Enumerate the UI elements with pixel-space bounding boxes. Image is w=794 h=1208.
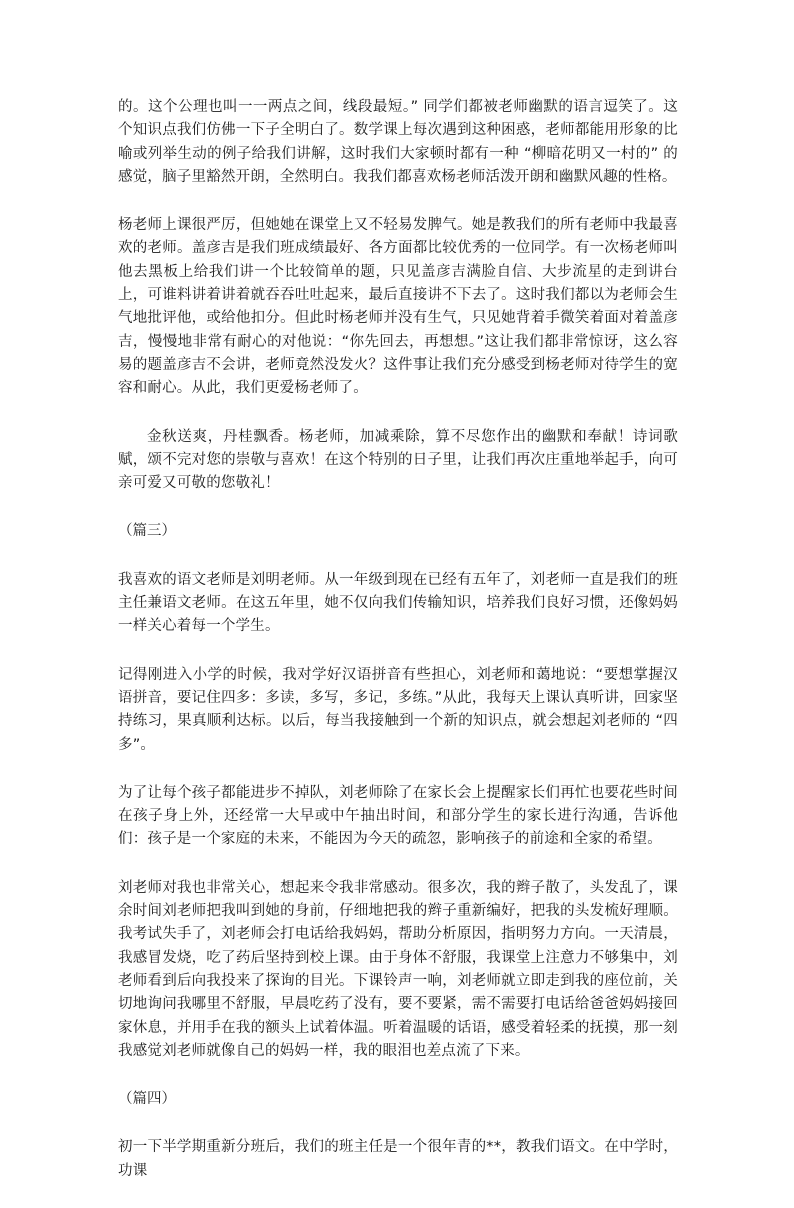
paragraph-5: 记得刚进入小学的时候，我对学好汉语拼音有些担心，刘老师和蔼地说：“要想掌握汉语拼音，要记住四多：多读，多写，多记，多练。”从此，我每天上课认真听讲，回家坚持练习，果真顺利达标。以后，每当我接触到一个新的知识点，就会想起刘老师的 “四多”。: [118, 666, 678, 753]
paragraph-2: 杨老师上课很严厉，但她她在课堂上又不轻易发脾气。她是教我们的所有老师中我最喜欢的老师。盖彦吉是我们班成绩最好、各方面都比较优秀的一位同学。有一次杨老师叫他去黑板上给我们讲一个比较简单的题，只见盖彦吉满脸自信、大步流星的走到讲台上，可谁料讲着讲着就吞吞吐吐起来，最后直接讲不下去了。这时我们都以为老师会生气地批评他，或给他扣分。但此时杨老师并没有生气，只见她背着手微笑着面对着盖彦吉，慢慢地非常有耐心的对他说：“你先回去，再想想。”这让我们都非常惊讶，这么容易的题盖彦吉不会讲，老师竟然没发火？这件事让我们充分感受到杨老师对待学生的宽容和耐心。从此，我们更爱杨老师了。: [118, 217, 678, 397]
document-page: [118, 96, 678, 1208]
paragraph-4: 我喜欢的语文老师是刘明老师。从一年级到现在已经有五年了，刘老师一直是我们的班主任兼语文老师。在这五年里，她不仅向我们传输知识，培养我们良好习惯，还像妈妈一样关心着每一个学生。: [118, 571, 678, 635]
paragraph-1: 的。这个公理也叫一一两点之间，线段最短。” 同学们都被老师幽默的语言逗笑了。这个知识点我们仿佛一下子全明白了。数学课上每次遇到这种困惑，老师都能用形象的比喻或列举生动的例子给我们讲解，这时我们大家顿时都有一种 “柳暗花明又一村的” 的感觉，脑子里豁然开朗，全然明白。我我们都喜欢杨老师活泼开朗和幽默风趣的性格。: [118, 99, 678, 185]
paragraph-6: 为了让每个孩子都能进步不掉队，刘老师除了在家长会上提醒家长们再忙也要花些时间在孩子身上外，还经常一大早或中午抽出时间，和部分学生的家长进行沟通，告诉他们：孩子是一个家庭的未来，不能因为今天的疏忽，影响孩子的前途和全家的希望。: [118, 784, 678, 848]
paragraph-8: 初一下半学期重新分班后，我们的班主任是一个很年青的**，教我们语文。在中学时，功课: [118, 1139, 678, 1179]
section-heading-3: （篇三）: [118, 523, 176, 540]
section-heading-4: （篇四）: [118, 1091, 176, 1108]
paragraph-7: 刘老师对我也非常关心，想起来令我非常感动。很多次，我的辫子散了，头发乱了，课余时间刘老师把我叫到她的身前，仔细地把我的辫子重新编好，把我的头发梳好理顺。我考试失手了，刘老师会打电话给我妈妈，帮助分析原因，指明努力方向。一天清晨，我感冒发烧，吃了药后坚持到校上课。由于身体不舒服，我课堂上注意力不够集中，刘老师看到后向我投来了探询的目光。下课铃声一响，刘老师就立即走到我的座位前，关切地询问我哪里不舒服，早晨吃药了没有，要不要紧，需不需要打电话给爸爸妈妈接回家休息，并用手在我的额头上试着体温。听着温暖的话语，感受着轻柔的抚摸，那一刻我感觉刘老师就像自己的妈妈一样，我的眼泪也差点流了下来。: [118, 879, 678, 1059]
paragraph-3: 金秋送爽，丹桂飘香。杨老师，加减乘除，算不尽您作出的幽默和奉献！诗词歌赋，颂不完对您的崇敬与喜欢！在这个特别的日子里，让我们再次庄重地举起手，向可亲可爱又可敬的您敬礼！: [118, 428, 678, 492]
